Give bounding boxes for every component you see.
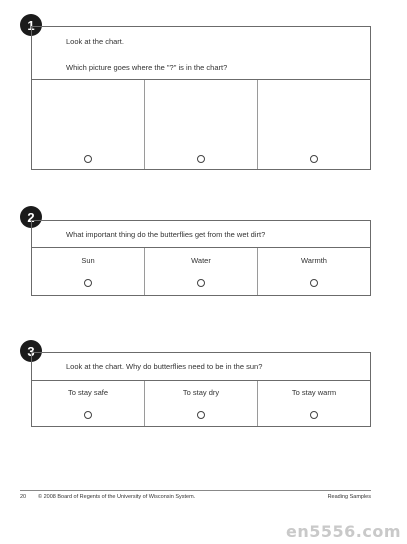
question-3-option-b[interactable]: [144, 381, 257, 426]
radio-button[interactable]: [310, 155, 318, 163]
watermark: en5556.com: [286, 522, 401, 541]
section-title: Reading Samples: [327, 494, 371, 500]
question-3-options-row: [32, 380, 370, 426]
radio-button[interactable]: [197, 411, 205, 419]
question-1-option-a[interactable]: [32, 80, 144, 169]
radio-button[interactable]: [197, 279, 205, 287]
radio-button[interactable]: [197, 155, 205, 163]
question-number: 2: [27, 209, 35, 225]
question-3-box: [31, 352, 371, 427]
question-1-option-c[interactable]: [257, 80, 370, 169]
question-2-prompt: What important thing do the butterflies get from the wet dirt?: [66, 230, 266, 239]
question-number: 1: [27, 17, 35, 33]
radio-button[interactable]: [84, 279, 92, 287]
option-label: To stay warm: [291, 388, 337, 397]
page-number: 20: [20, 494, 27, 500]
question-number: 3: [27, 343, 35, 359]
option-label: Sun: [81, 256, 95, 265]
radio-button[interactable]: [84, 155, 92, 163]
question-2-option-a[interactable]: [32, 248, 144, 295]
radio-button[interactable]: [84, 411, 92, 419]
question-1-option-b[interactable]: [144, 80, 257, 169]
copyright-notice: © 2008 Board of Regents of the University of Wisconsin System.: [38, 494, 196, 500]
page-footer: [20, 490, 371, 500]
option-label: Water: [191, 256, 211, 265]
option-label: To stay safe: [67, 388, 109, 397]
radio-button[interactable]: [310, 411, 318, 419]
question-1-box: [31, 26, 371, 170]
question-1-options-row: [32, 79, 370, 169]
option-label: To stay dry: [182, 388, 220, 397]
question-3-option-c[interactable]: [257, 381, 370, 426]
radio-button[interactable]: [310, 279, 318, 287]
question-2-option-c[interactable]: [257, 248, 370, 295]
question-3-option-a[interactable]: [32, 381, 144, 426]
question-3-prompt: Look at the chart. Why do butterflies need to be in the sun?: [66, 362, 263, 371]
question-2-options-row: [32, 247, 370, 295]
question-2-box: [31, 220, 371, 296]
question-2-option-b[interactable]: [144, 248, 257, 295]
option-label: Warmth: [301, 256, 327, 265]
question-1-prompt-2: Which picture goes where the "?" is in the chart?: [66, 63, 228, 72]
question-1-prompt-1: Look at the chart.: [66, 37, 124, 46]
